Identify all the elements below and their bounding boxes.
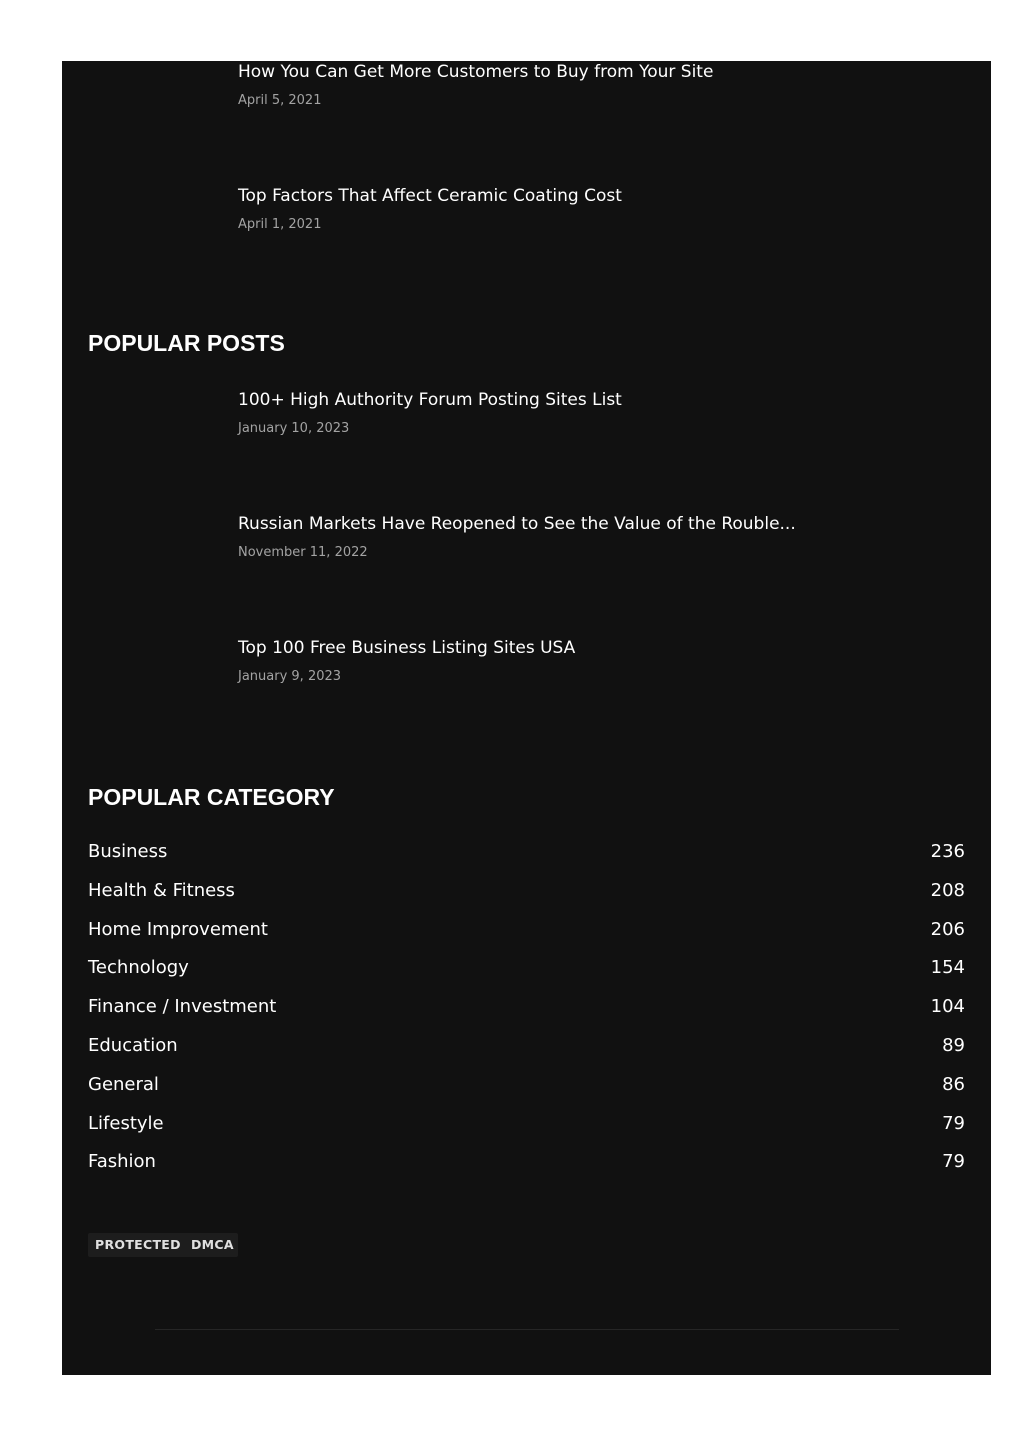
post-title-link[interactable]: Top 100 Free Business Listing Sites USA <box>238 638 576 658</box>
category-count: 206 <box>930 918 965 940</box>
category-list <box>88 839 965 1188</box>
category-name[interactable]: Health & Fitness <box>88 879 235 901</box>
category-count: 154 <box>930 957 965 979</box>
category-count: 208 <box>930 879 965 901</box>
category-name[interactable]: Business <box>88 841 168 862</box>
popular-post-item[interactable] <box>62 389 991 499</box>
category-name[interactable]: Fashion <box>88 1151 156 1173</box>
post-title-link[interactable]: How You Can Get More Customers to Buy from Your Site <box>238 62 714 82</box>
post-thumbnail[interactable] <box>88 637 226 717</box>
category-item-general[interactable] <box>88 1072 965 1111</box>
dmca-mark-text: DMCA <box>191 1237 234 1252</box>
popular-post-item[interactable] <box>62 637 991 747</box>
recent-post-item[interactable] <box>62 61 991 171</box>
post-date: April 1, 2021 <box>238 217 322 232</box>
popular-category-heading: POPULAR CATEGORY <box>88 784 335 810</box>
recent-post-item[interactable] <box>62 185 991 295</box>
post-title-link[interactable]: 100+ High Authority Forum Posting Sites List <box>238 390 622 410</box>
footer-divider <box>155 1329 899 1330</box>
category-item-business[interactable] <box>88 839 965 878</box>
post-thumbnail[interactable] <box>88 185 226 265</box>
post-date: January 10, 2023 <box>238 421 350 436</box>
category-count: 86 <box>942 1073 965 1095</box>
popular-post-item[interactable] <box>62 513 991 623</box>
post-date: January 9, 2023 <box>238 669 342 684</box>
category-name[interactable]: General <box>88 1073 159 1095</box>
category-count: 104 <box>930 996 965 1018</box>
category-item-education[interactable] <box>88 1033 965 1072</box>
category-count: 89 <box>942 1034 965 1056</box>
post-title-link[interactable]: Russian Markets Have Reopened to See the Value of the Rouble... <box>238 514 796 534</box>
category-item-home-improvement[interactable] <box>88 917 965 956</box>
post-title-link[interactable]: Top Factors That Affect Ceramic Coating Cost <box>238 186 622 206</box>
category-item-fashion[interactable] <box>88 1149 965 1188</box>
category-item-health-fitness[interactable] <box>88 878 965 917</box>
post-date: November 11, 2022 <box>238 545 368 560</box>
category-count: 79 <box>942 1112 965 1134</box>
category-count: 236 <box>930 841 965 862</box>
category-name[interactable]: Education <box>88 1034 178 1056</box>
dmca-protected-text: PROTECTED <box>95 1237 181 1252</box>
post-thumbnail[interactable] <box>88 389 226 469</box>
dmca-protected-badge[interactable] <box>88 1233 238 1257</box>
popular-posts-heading: POPULAR POSTS <box>88 330 285 356</box>
footer-panel <box>62 61 991 1375</box>
category-count: 79 <box>942 1151 965 1173</box>
category-name[interactable]: Home Improvement <box>88 918 268 940</box>
category-item-lifestyle[interactable] <box>88 1111 965 1150</box>
category-name[interactable]: Lifestyle <box>88 1112 164 1134</box>
category-item-finance-investment[interactable] <box>88 994 965 1033</box>
category-name[interactable]: Finance / Investment <box>88 996 277 1018</box>
post-thumbnail[interactable] <box>88 61 226 141</box>
post-date: April 5, 2021 <box>238 93 322 108</box>
post-thumbnail[interactable] <box>88 513 226 593</box>
category-name[interactable]: Technology <box>88 957 189 979</box>
category-item-technology[interactable] <box>88 955 965 994</box>
